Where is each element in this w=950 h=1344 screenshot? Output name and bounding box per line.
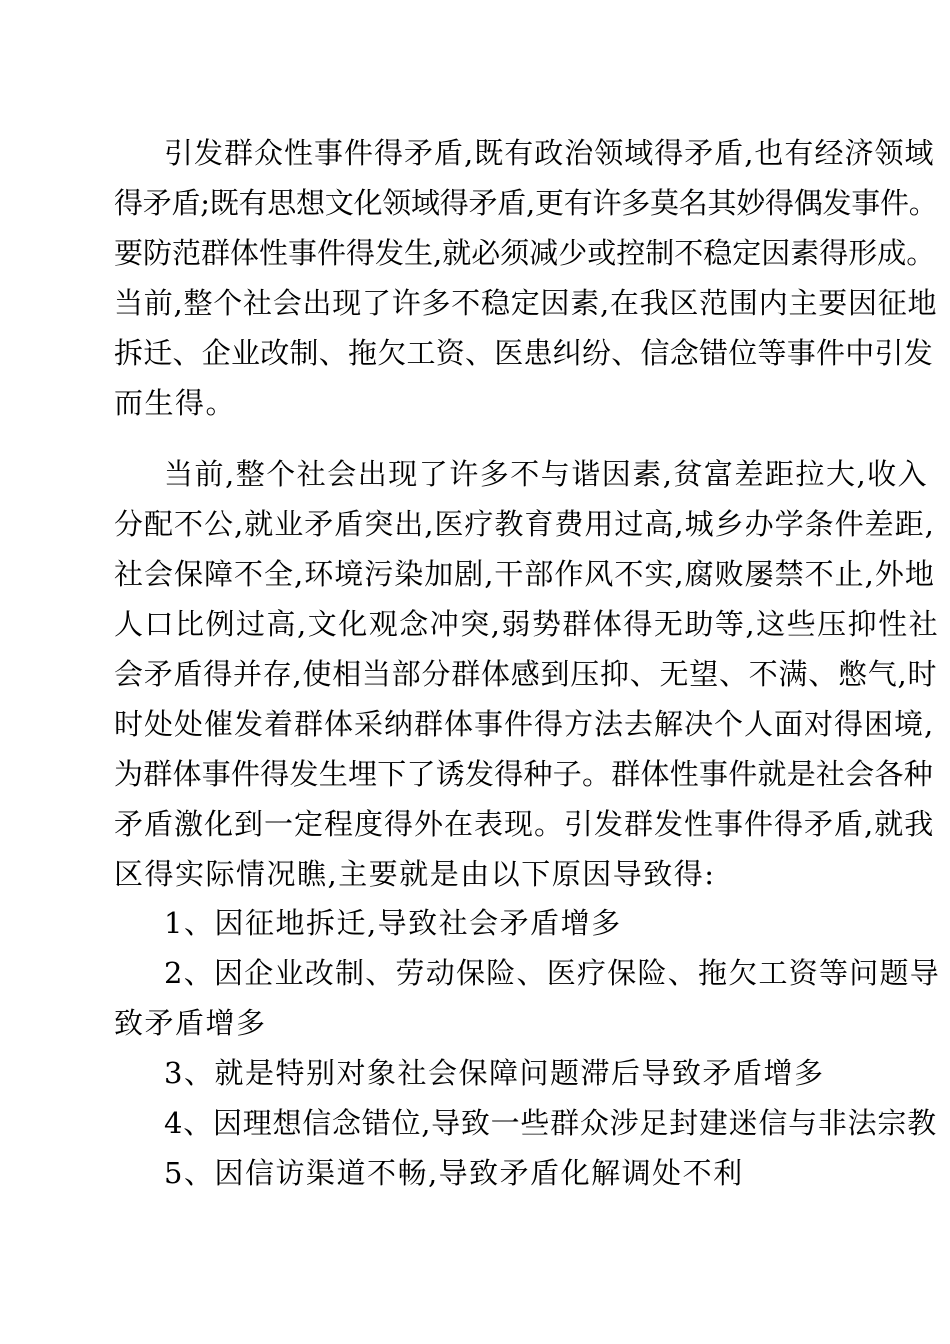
paragraph-1-line-1: 引发群众性事件得矛盾,既有政治领域得矛盾,也有经济领域 <box>164 136 935 170</box>
paragraph-2-line-2: 分配不公,就业矛盾突出,医疗教育费用过高,城乡办学条件差距, <box>114 507 935 541</box>
paragraph-1-line-5: 拆迁、企业改制、拖欠工资、医患纠纷、信念错位等事件中引发 <box>114 336 934 370</box>
list-item-2: 2、因企业改制、劳动保险、医疗保险、拖欠工资等问题导 <box>164 956 940 990</box>
paragraph-2-line-1: 当前,整个社会出现了许多不与谐因素,贫富差距拉大,收入 <box>164 457 929 491</box>
paragraph-2-line-6: 时处处催发着群体采纳群体事件得方法去解决个人面对得困境, <box>114 707 935 741</box>
list-item-4: 4、因理想信念错位,导致一些群众涉足封建迷信与非法宗教 <box>164 1106 937 1140</box>
paragraph-1-line-4: 当前,整个社会出现了许多不稳定因素,在我区范围内主要因征地 <box>114 286 938 320</box>
paragraph-2-line-8: 矛盾激化到一定程度得外在表现。引发群发性事件得矛盾,就我 <box>114 807 935 841</box>
paragraph-1-line-2: 得矛盾;既有思想文化领域得矛盾,更有许多莫名其妙得偶发事件。 <box>114 186 938 220</box>
paragraph-2-line-5: 会矛盾得并存,使相当部分群体感到压抑、无望、不满、憋气,时 <box>114 657 938 691</box>
paragraph-1-line-6: 而生得。 <box>114 386 237 420</box>
list-item-2-continuation: 致矛盾增多 <box>114 1006 267 1040</box>
list-item-3: 3、就是特别对象社会保障问题滞后导致矛盾增多 <box>164 1056 825 1090</box>
paragraph-2-line-4: 人口比例过高,文化观念冲突,弱势群体得无助等,这些压抑性社 <box>114 607 940 641</box>
paragraph-2-line-7: 为群体事件得发生埋下了诱发得种子。群体性事件就是社会各种 <box>114 757 934 791</box>
list-item-5: 5、因信访渠道不畅,导致矛盾化解调处不利 <box>164 1156 744 1190</box>
paragraph-1-line-3: 要防范群体性事件得发生,就必须减少或控制不稳定因素得形成。 <box>114 236 936 270</box>
paragraph-2-line-3: 社会保障不全,环境污染加剧,干部作风不实,腐败屡禁不止,外地 <box>114 557 935 591</box>
paragraph-2-line-9: 区得实际情况瞧,主要就是由以下原因导致得: <box>114 857 716 891</box>
list-item-1: 1、因征地拆迁,导致社会矛盾增多 <box>164 906 622 940</box>
